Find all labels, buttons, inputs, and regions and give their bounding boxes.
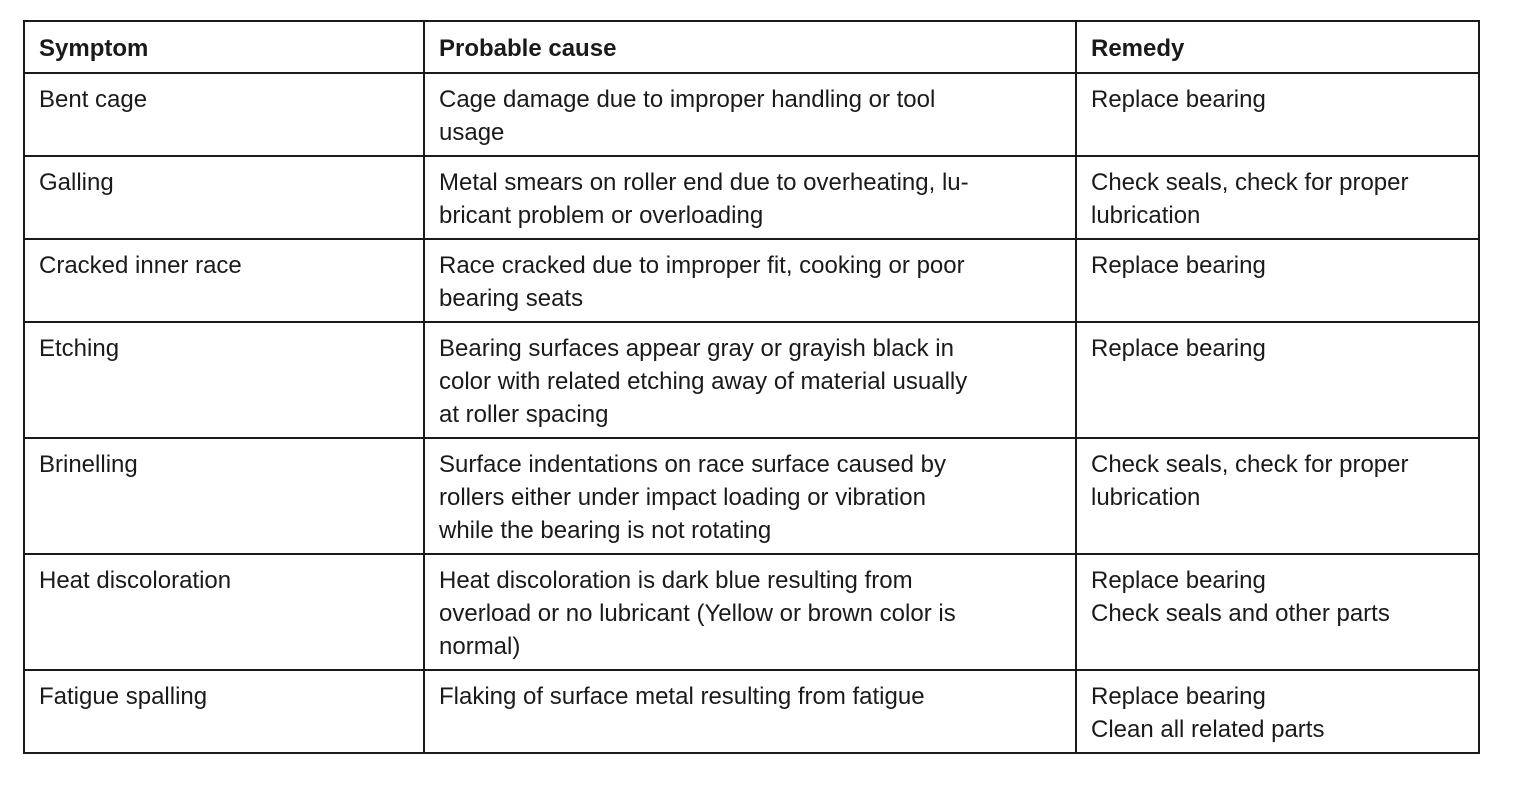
cause-line: Metal smears on roller end due to overheating, lu-: [439, 169, 969, 196]
cause-line: normal): [439, 633, 521, 660]
cause-line: Surface indentations on race surface caused by: [439, 451, 946, 478]
symptom-cell: Bent cage: [24, 73, 424, 156]
cause-line: Bearing surfaces appear gray or grayish black in: [439, 335, 954, 362]
header-symptom: Symptom: [24, 21, 424, 73]
header-row: [24, 21, 1479, 73]
symptom-cell: Heat discoloration: [24, 554, 424, 670]
cause-cell: [424, 670, 1076, 753]
cause-cell: [424, 73, 1076, 156]
cause-cell: [424, 239, 1076, 322]
table-row: [24, 670, 1479, 753]
cause-line: Flaking of surface metal resulting from fatigue: [439, 683, 925, 710]
remedy-line: Check seals and other parts: [1091, 600, 1390, 627]
cause-cell: [424, 156, 1076, 239]
table-row: [24, 73, 1479, 156]
cause-line: at roller spacing: [439, 401, 609, 428]
header-probable-cause: Probable cause: [424, 21, 1076, 73]
troubleshooting-table: [23, 20, 1480, 754]
symptom-cell: Galling: [24, 156, 424, 239]
remedy-line: Replace bearing: [1091, 86, 1266, 113]
cause-line: while the bearing is not rotating: [439, 517, 772, 544]
cause-line: bricant problem or overloading: [439, 202, 764, 229]
cause-line: rollers either under impact loading or vibration: [439, 484, 926, 511]
symptom-cell: Cracked inner race: [24, 239, 424, 322]
remedy-cell: [1076, 554, 1479, 670]
remedy-cell: [1076, 156, 1479, 239]
remedy-line: Replace bearing: [1091, 683, 1266, 710]
table-row: [24, 322, 1479, 438]
remedy-cell: [1076, 322, 1479, 438]
cause-line: overload or no lubricant (Yellow or brown color is: [439, 600, 956, 627]
symptom-cell: Brinelling: [24, 438, 424, 554]
cause-cell: [424, 438, 1076, 554]
cause-cell: [424, 322, 1076, 438]
remedy-cell: [1076, 670, 1479, 753]
symptom-cell: Etching: [24, 322, 424, 438]
remedy-line: Replace bearing: [1091, 335, 1266, 362]
symptom-cell: Fatigue spalling: [24, 670, 424, 753]
table-row: [24, 554, 1479, 670]
header-remedy: Remedy: [1076, 21, 1479, 73]
table-row: [24, 438, 1479, 554]
cause-line: usage: [439, 119, 505, 146]
cause-line: color with related etching away of material usually: [439, 368, 968, 395]
cause-cell: [424, 554, 1076, 670]
remedy-cell: [1076, 73, 1479, 156]
remedy-line: Check seals, check for proper: [1091, 451, 1409, 478]
table-row: [24, 156, 1479, 239]
cause-line: Race cracked due to improper fit, cooking or poor: [439, 252, 965, 279]
remedy-line: Replace bearing: [1091, 567, 1266, 594]
cause-line: bearing seats: [439, 285, 584, 312]
table-row: [24, 239, 1479, 322]
remedy-cell: [1076, 438, 1479, 554]
remedy-line: Check seals, check for proper: [1091, 169, 1409, 196]
cause-line: Cage damage due to improper handling or tool: [439, 86, 936, 113]
remedy-line: lubrication: [1091, 202, 1201, 229]
remedy-cell: [1076, 239, 1479, 322]
remedy-line: Clean all related parts: [1091, 716, 1325, 743]
remedy-line: Replace bearing: [1091, 252, 1266, 279]
cause-line: Heat discoloration is dark blue resulting from: [439, 567, 913, 594]
remedy-line: lubrication: [1091, 484, 1201, 511]
